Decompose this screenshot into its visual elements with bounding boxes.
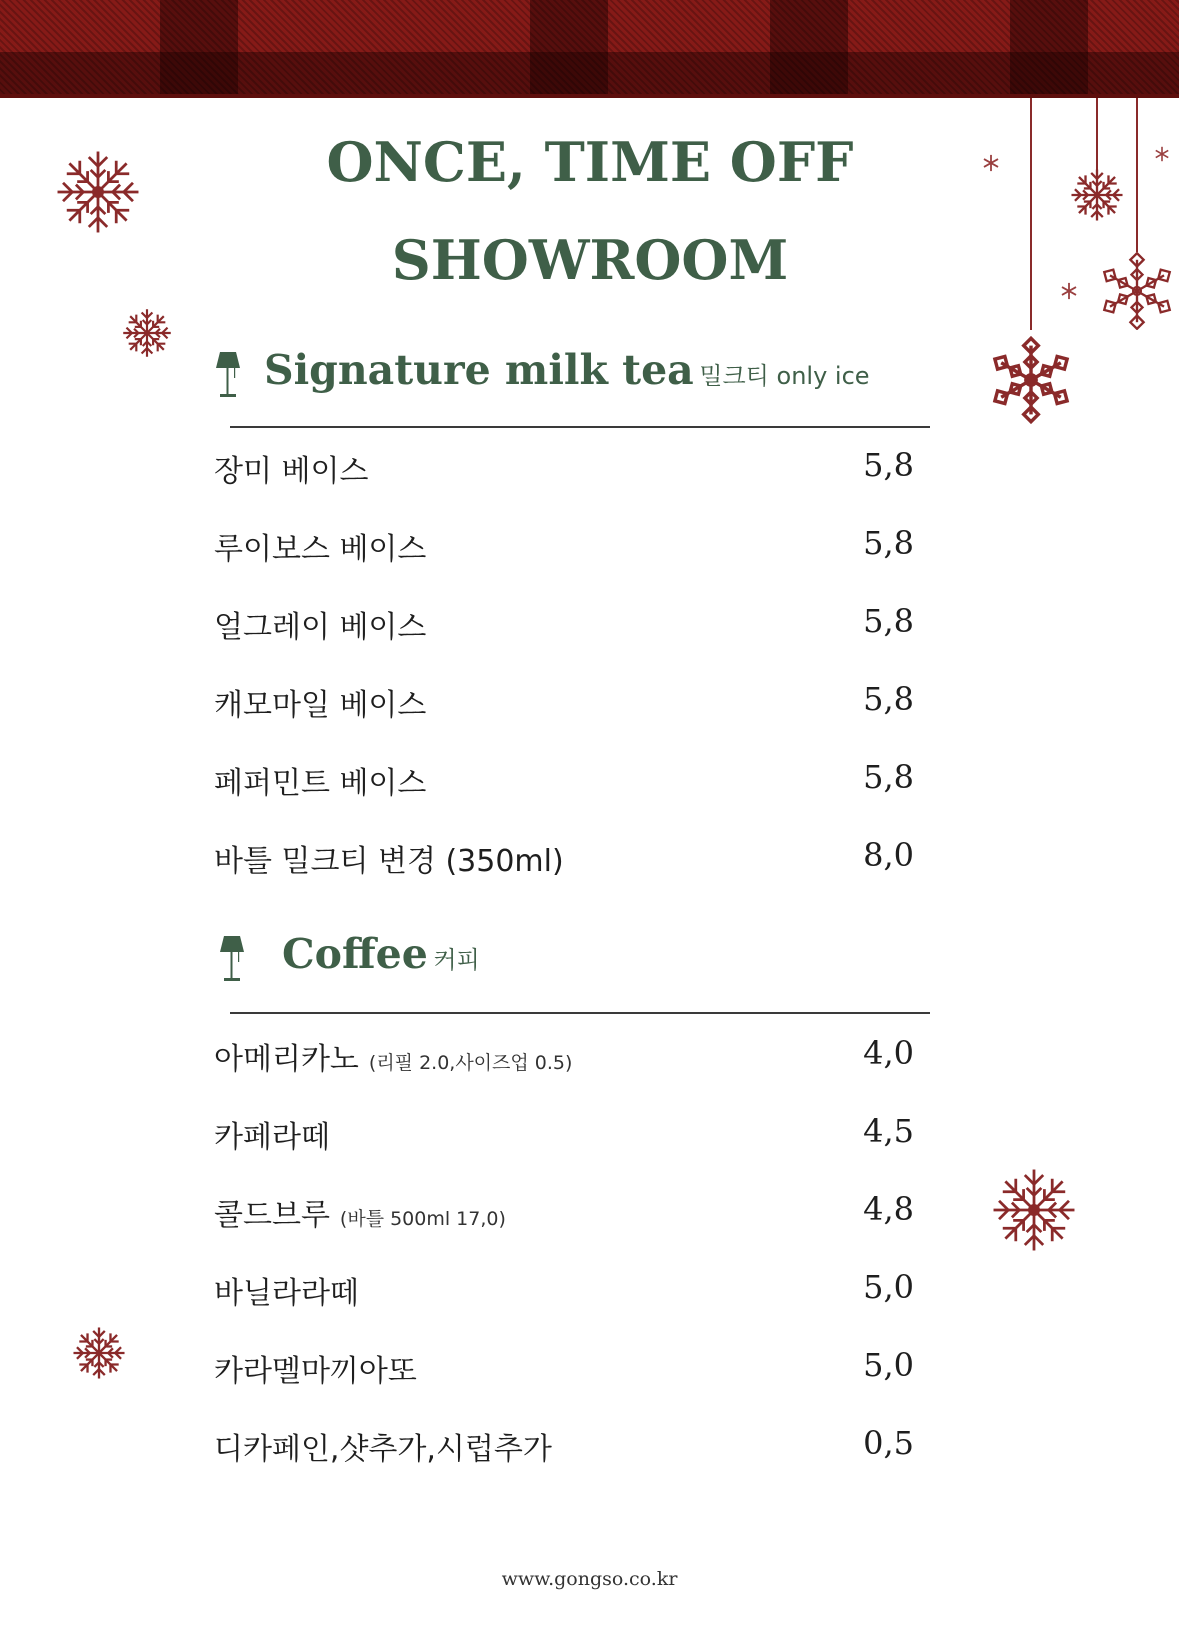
menu-item: [214, 1034, 914, 1077]
menu-item-price: 4,0: [863, 1034, 914, 1072]
menu-item-name: 페퍼민트 베이스: [214, 766, 427, 801]
menu-item-price: 5,0: [863, 1346, 914, 1384]
star-icon: [1154, 146, 1170, 162]
menu-item-name: 캐모마일 베이스: [214, 688, 427, 723]
menu-item-price: 5,8: [863, 446, 914, 484]
footer-website: www.gongso.co.kr: [501, 1568, 678, 1590]
star-icon: [1060, 282, 1078, 300]
menu-item-name: 아메리카노: [214, 1042, 359, 1077]
menu-item-price: 0,5: [863, 1424, 914, 1462]
hanging-ornament-icon: [988, 332, 1074, 428]
menu-item-name: 바틀 밀크티 변경 (350ml): [214, 844, 564, 879]
section-title-sub: 커피: [433, 946, 480, 974]
section-divider: [230, 1012, 930, 1014]
menu-item-price: 4,5: [863, 1112, 914, 1150]
menu-item: [214, 1346, 914, 1389]
menu-item-name: 얼그레이 베이스: [214, 610, 427, 645]
plaid-banner: [0, 0, 1179, 98]
snowflake-icon: [70, 1324, 128, 1382]
section-divider: [230, 426, 930, 428]
menu-item: [214, 758, 914, 801]
lamp-icon: [214, 350, 242, 400]
menu-item-name: 콜드브루: [214, 1198, 330, 1233]
snowflake-icon: [120, 306, 174, 360]
menu-item-price: 4,8: [863, 1190, 914, 1228]
page-title-line2: SHOWROOM: [391, 228, 789, 292]
menu-item-price: 8,0: [863, 836, 914, 874]
section-title: [264, 346, 870, 394]
menu-item-price: 5,0: [863, 1268, 914, 1306]
menu-item: [214, 602, 914, 645]
menu-item-name: 장미 베이스: [214, 454, 369, 489]
menu-item: [214, 524, 914, 567]
menu-item: [214, 1268, 914, 1311]
hanging-ornament-icon: [1098, 252, 1176, 330]
menu-item-name: 디카페인,샷추가,시럽추가: [214, 1432, 552, 1467]
menu-item-price: 5,8: [863, 602, 914, 640]
menu-item: [214, 836, 914, 879]
snowflake-icon: [988, 1164, 1080, 1256]
menu-item-name: 카라멜마끼아또: [214, 1354, 417, 1389]
menu-item-price: 5,8: [863, 680, 914, 718]
section-title: [282, 930, 480, 978]
lamp-icon: [218, 934, 246, 984]
page-title-line1: ONCE, TIME OFF: [326, 130, 854, 194]
menu-item-note: (바틀 500ml 17,0): [339, 1208, 506, 1230]
menu-item-note: (리필 2.0,사이즈업 0.5): [368, 1052, 573, 1074]
menu-item-price: 5,8: [863, 758, 914, 796]
banner-edge: [0, 94, 1179, 98]
menu-item: [214, 1424, 914, 1467]
section-title-main: Coffee: [282, 930, 428, 978]
menu-item: [214, 446, 914, 489]
menu-item: [214, 1112, 914, 1155]
snowflake-icon: [52, 146, 144, 238]
star-icon: [982, 154, 1000, 172]
section-coffee: [214, 920, 914, 1467]
menu-item: [214, 1190, 914, 1233]
section-header: [214, 920, 914, 1000]
section-header: [214, 336, 914, 416]
menu-item-name: 바닐라라떼: [214, 1276, 359, 1311]
hanging-string: [1030, 98, 1032, 330]
section-title-sub: 밀크티 only ice: [699, 362, 870, 390]
menu-item-name: 카페라떼: [214, 1120, 330, 1155]
menu-item-name-wrap: [214, 1034, 572, 1078]
hanging-ornament-icon: [1068, 166, 1126, 224]
section-signature-milk-tea: [214, 336, 914, 879]
hanging-string: [1096, 98, 1098, 170]
section-title-main: Signature milk tea: [264, 346, 694, 394]
menu-item-price: 5,8: [863, 524, 914, 562]
hanging-string: [1136, 98, 1138, 252]
menu-item: [214, 680, 914, 723]
menu-item-name-wrap: [214, 1190, 506, 1234]
menu-item-name: 루이보스 베이스: [214, 532, 427, 567]
